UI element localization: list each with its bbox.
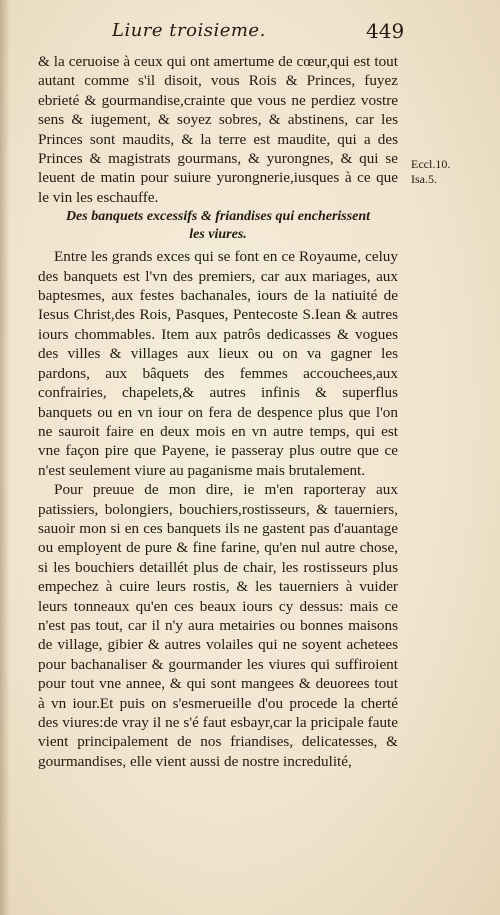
- paragraph-2: Entre les grands exces qui se font en ce Royaume, celuy des banquets est l'vn des premiers, car aux mariages, aux baptesmes, aux festes bachanales, iours de la natiuité de Iesus Christ,des Rois, Pasques, Pentecoste S.Iean & autres iours chommables. Item aux patrôs dedicasses & vogues des villes & villages aux lieux ou on va gagner les pardons, aux bâquets des femmes accouchees,aux confrairies, chapelets,& autres infinis & superflus banquets ou en vn iour on fera de despence plus que l'on ne sauroit faire en deux mois en vn autre temps, qui est vne façon pire que Payene, ie passeray plus outre que ce n'est seulement viure au paganisme mais brutalement.: [38, 248, 398, 479]
- running-title: Liure troisieme.: [112, 20, 266, 41]
- paragraph-3: Pour preuue de mon dire, ie m'en raporteray aux patissiers, bolongiers, bouchiers,rostisseurs, & tauerniers, sauoir mon si en ces banquets ils ne gastent pas d'auantage ou employent de pure & fine farine, qu'en nul autre chose, si les bouchiers detaillét plus de chair, les rostisseurs plus empechez à cuire leurs rostis, & les tauerniers à vuider leurs tonneaux qu'en ces beaux iours cy dessus: mais ce n'est pas tout, car il n'y aura metairies ou bonnes maisons de village, gibier & autres volailes qui ne soyent achetees pour bachanaliser & gourmander les viures qui suffiroient pour tout vne annee, & qui sont mangees & deuorees tout à vn iour.Et puis on s'esmerueille d'ou procede la cherté des viures:de vray il ne s'é faut esbayr,car la pricipale faute vient principalement de nos friandises, delicatesses, & gourmandises, elle vient aussi de nostre incredulité,: [38, 481, 398, 770]
- marginal-note-line-2: Isa.5.: [411, 172, 437, 186]
- marginal-note: [411, 157, 471, 187]
- section-heading: Des banquets excessifs & friandises qui encherissent les viures.: [65, 209, 371, 243]
- marginal-note-line-1: Eccl.10.: [411, 157, 451, 171]
- paragraph-1: & la ceruoise à ceux qui ont amertume de cœur,qui est tout autant comme s'il disoit, vous Rois & Princes, fuyez ebrieté & gourmandise,crainte que vous ne perdiez vostre sens & iugement, & soyez sobres, & abstinens, car les Princes sont maudits, & la terre est maudite, qui a des Princes & magistrats gourmans, & yurongnes, & qui se leuent de matin pour suiure yurongnerie,iusques à ce que le vin les eschauffe.: [38, 53, 398, 206]
- page-number: 449: [366, 19, 405, 43]
- body-text: [38, 52, 398, 771]
- page-header: [0, 18, 500, 48]
